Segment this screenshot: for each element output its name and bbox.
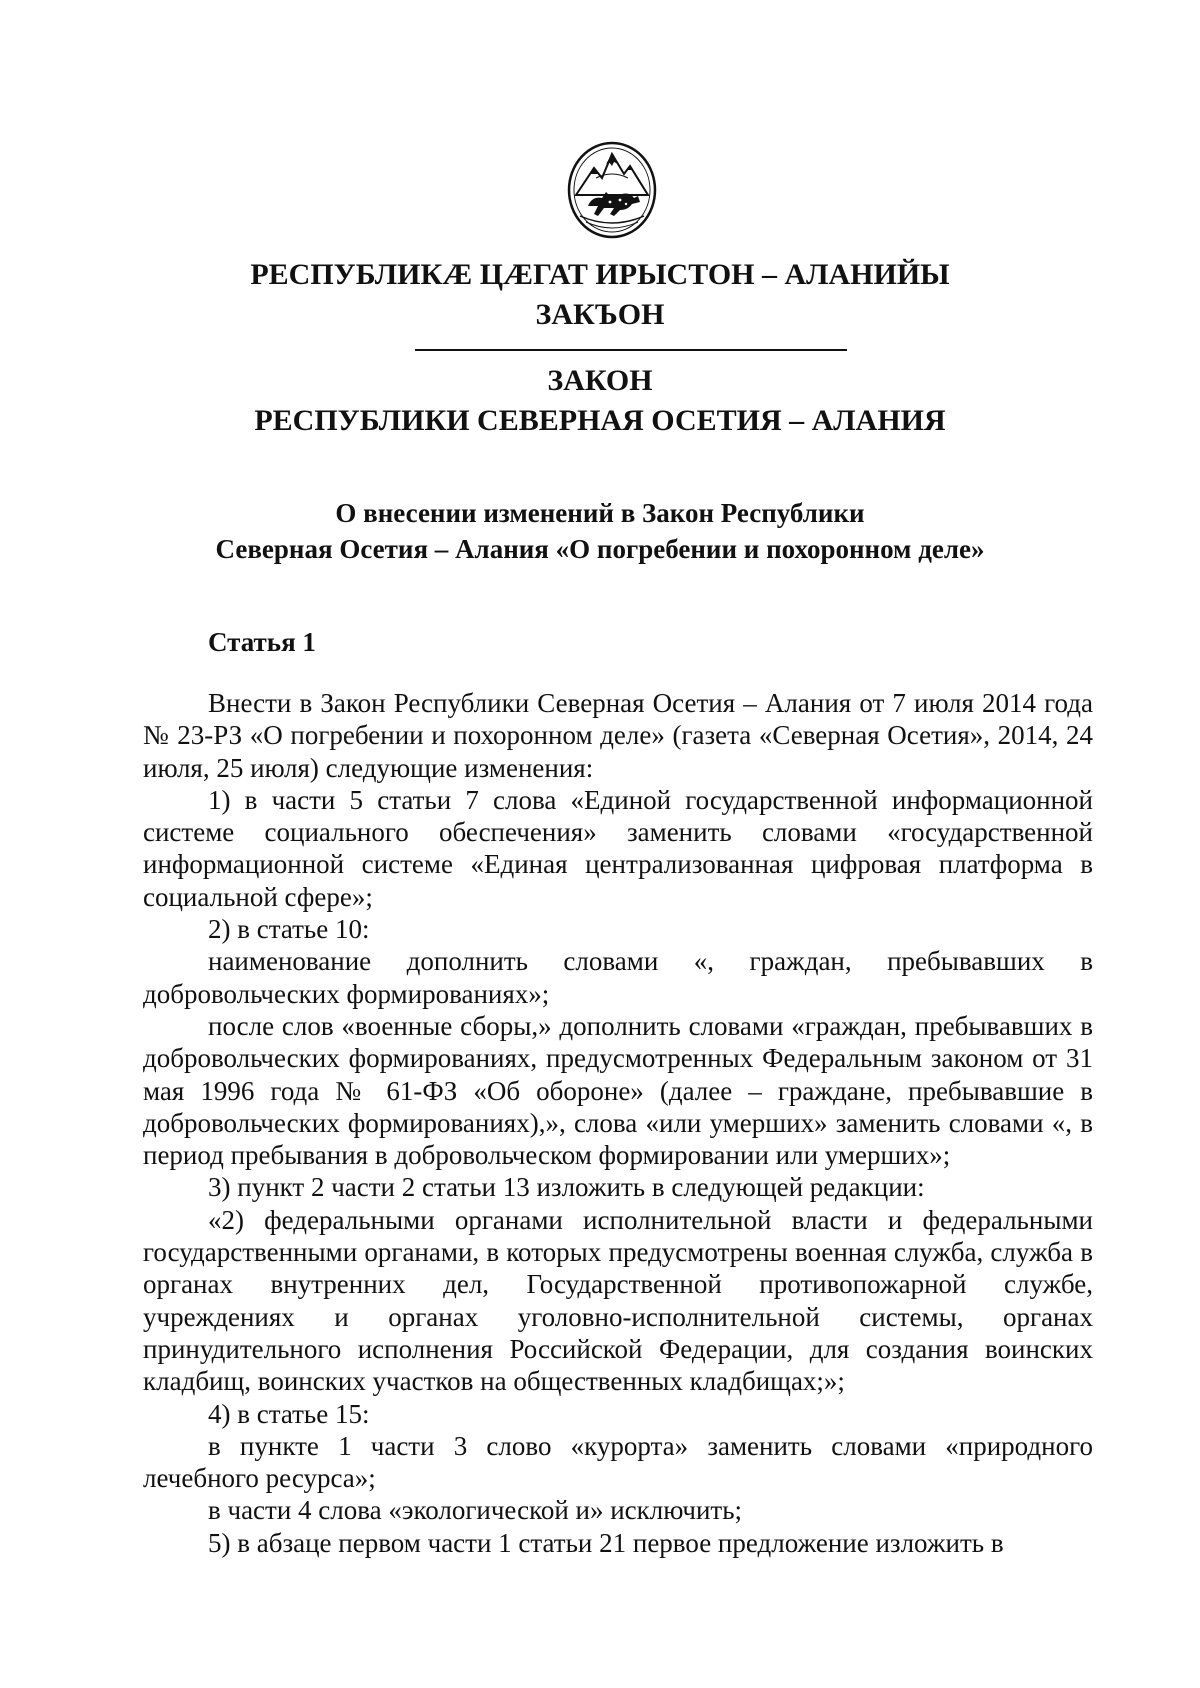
paragraph: Внести в Закон Республики Северная Осетия – Алания от 7 июля 2014 года № 23-РЗ «О погребении и похоронном деле» (газета «Северная Осетия», 2014, 24 июля, 25 июля) следующие изменения: xyxy=(143,688,1093,783)
ossetian-title xyxy=(0,255,1200,335)
ossetian-title-line-2: ЗАКЪОН xyxy=(535,298,665,331)
paragraph: 1) в части 5 статьи 7 слова «Единой государственной информационной системе социального обеспечения» заменить словами «государственной информационной системе «Единая централизованная цифровая платформа в социальной сфере»; xyxy=(143,784,1093,912)
article-body xyxy=(143,687,1093,1559)
paragraph: 5) в абзаце первом части 1 статьи 21 первое предложение изложить в xyxy=(208,1527,1004,1558)
paragraph: наименование дополнить словами «, граждан, пребывавших в добровольческих формированиях»; xyxy=(143,946,1093,1009)
russian-title-line-2: РЕСПУБЛИКИ СЕВЕРНАЯ ОСЕТИЯ – АЛАНИЯ xyxy=(254,404,946,437)
paragraph: в части 4 слова «экологической и» исключить; xyxy=(208,1495,743,1526)
paragraph: «2) федеральными органами исполнительной власти и федеральными государственными органами, в которых предусмотрены военная служба, служба в органах внутренних дел, Государственной противопожарной службе, учреждениях и органах уголовно-исполнительной системы, органах принудительного исполнения Российской Федерации, для создания воинских кладбищ, воинских участков на общественных кладбищах;»; xyxy=(143,1204,1093,1397)
paragraph: 4) в статье 15: xyxy=(208,1398,370,1429)
paragraph: в пункте 1 части 3 слово «курорта» заменить словами «природного лечебного ресурса»; xyxy=(143,1430,1093,1494)
paragraph: 2) в статье 10: xyxy=(208,914,370,945)
law-title-line-1: О внесении изменений в Закон Республики xyxy=(335,498,865,528)
law-title-line-2: Северная Осетия – Алания «О погребении и похоронном деле» xyxy=(215,534,985,564)
ossetian-title-line-1: РЕСПУБЛИКÆ ЦÆГАТ ИРЫСТОН – АЛАНИЙЫ xyxy=(250,258,950,291)
title-divider xyxy=(415,349,847,351)
paragraph: после слов «военные сборы,» дополнить словами «граждан, пребывавших в добровольческих формированиях, предусмотренных Федеральным законом от 31 мая 1996 года № 61-ФЗ «Об обороне» (далее – граждане, пребывавшие в добровольческих формированиях),», слова «или умерших» заменить словами «, в период пребывания в добровольческом формировании или умерших»; xyxy=(143,1010,1093,1171)
paragraph: 3) пункт 2 части 2 статьи 13 изложить в следующей редакции: xyxy=(208,1172,925,1203)
article-title: Статья 1 xyxy=(208,627,316,657)
law-title xyxy=(0,495,1200,567)
coat-of-arms-emblem xyxy=(566,140,658,240)
russian-title-line-1: ЗАКОН xyxy=(547,364,653,397)
russian-title xyxy=(0,361,1200,441)
